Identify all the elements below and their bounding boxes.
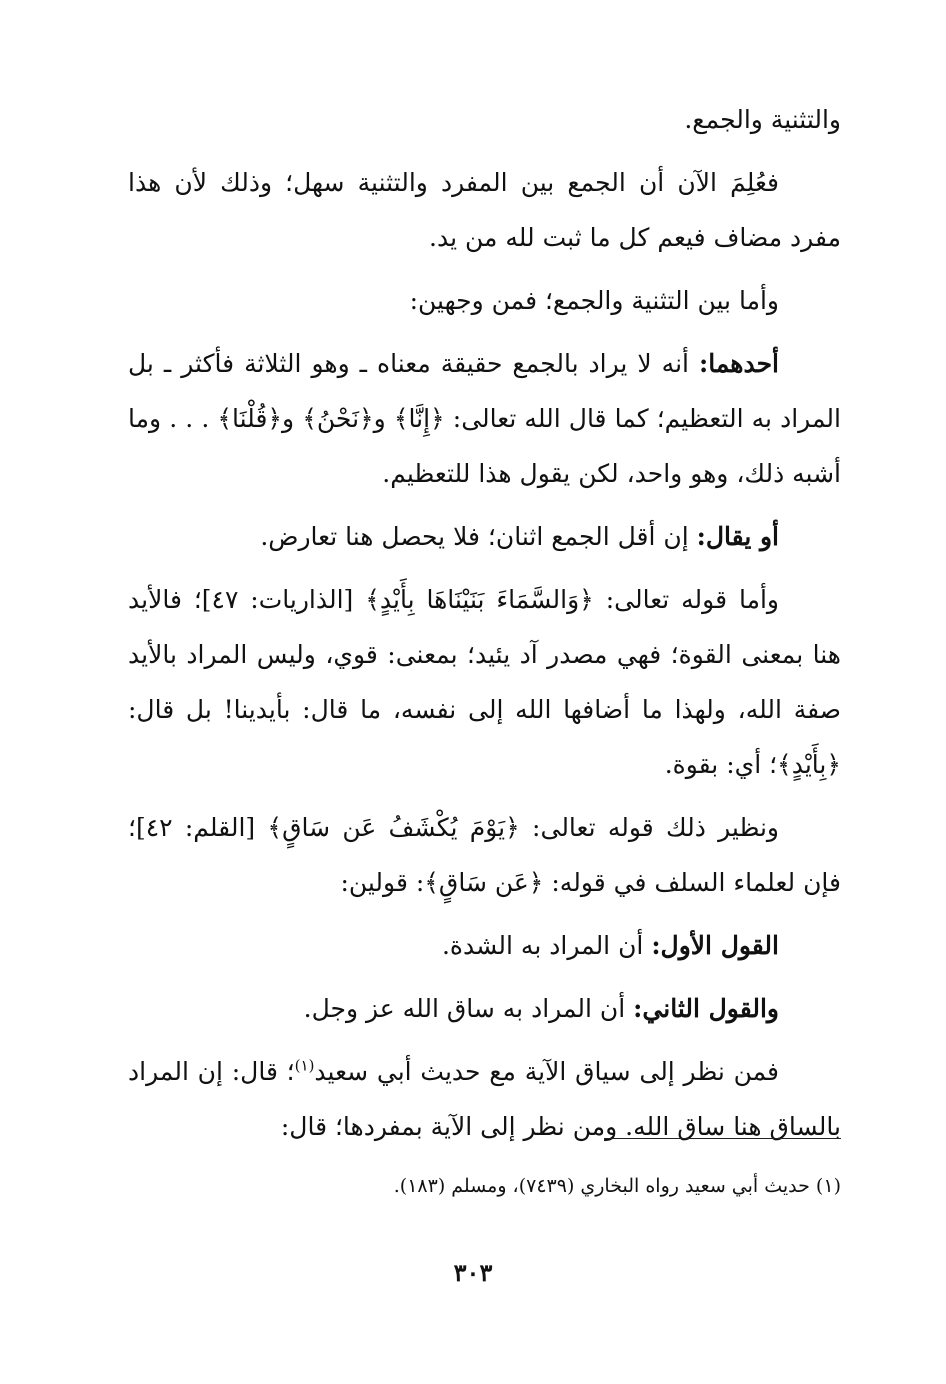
paragraph: ونظير ذلك قوله تعالى: ﴿يَوْمَ يُكْشَفُ عَن سَاقٍ﴾ [القلم: ٤٢]؛ فإن لعلماء السلف في قوله: ﴿عَن سَاقٍ﴾: قولين: — [128, 813, 841, 897]
page-number: ٣٠٣ — [453, 1258, 493, 1287]
paragraph: وأما قوله تعالى: ﴿وَالسَّمَاءَ بَنَيْنَاهَا بِأَيْدٍ﴾ [الذاريات: ٤٧]؛ فالأيد هنا بمعنى القوة؛ فهي مصدر آد يئيد؛ بمعنى: قوي، وليس المراد بالأيد صفة الله، ولهذا ما أضافها الله إلى نفسه، ما قال: بأيدينا! بل قال: ﴿بِأَيْدٍ﴾؛ أي: بقوة. — [128, 585, 841, 779]
paragraph: فمن نظر إلى سياق الآية مع حديث أبي سعيد$^{(١)}$؛ قال: إن المراد بالساق هنا ساق الله. ومن نظر إلى الآية بمفردها؛ قال: — [128, 1056, 841, 1141]
paragraph: أو يقال: إن أقل الجمع اثنان؛ فلا يحصل هنا تعارض. — [260, 522, 779, 551]
footnote: (١) حديث أبي سعيد رواه البخاري (٧٤٣٩)، ومسلم (١٨٣). — [393, 1175, 841, 1197]
footnote-marker: (١) — [294, 1056, 315, 1075]
paragraph-lead: القول الأول: — [651, 931, 779, 960]
footnote-divider — [604, 1138, 841, 1139]
paragraph: أحدهما: أنه لا يراد بالجمع حقيقة معناه ـ وهو الثلاثة فأكثر ـ بل المراد به التعظيم؛ كما قال الله تعالى: ﴿إِنَّا﴾ و﴿نَحْنُ﴾ و﴿قُلْنَا﴾ . . . وما أشبه ذلك، وهو واحد، لكن يقول هذا للتعظيم. — [128, 349, 841, 488]
paragraph: وأما بين التثنية والجمع؛ فمن وجهين: — [409, 286, 779, 315]
paragraph: فعُلِمَ الآن أن الجمع بين المفرد والتثنية سهل؛ وذلك لأن هذا مفرد مضاف فيعم كل ما ثبت لله من يد. — [128, 168, 841, 252]
paragraph-lead: أحدهما: — [698, 349, 779, 378]
paragraph: القول الأول: أن المراد به الشدة. — [441, 931, 779, 960]
body-text — [128, 92, 841, 1162]
paragraph-lead: والقول الثاني: — [633, 994, 779, 1023]
paragraph-lead: أو يقال: — [696, 522, 779, 551]
paragraph: والتثنية والجمع. — [684, 105, 841, 134]
paragraph: والقول الثاني: أن المراد به ساق الله عز وجل. — [303, 994, 779, 1023]
